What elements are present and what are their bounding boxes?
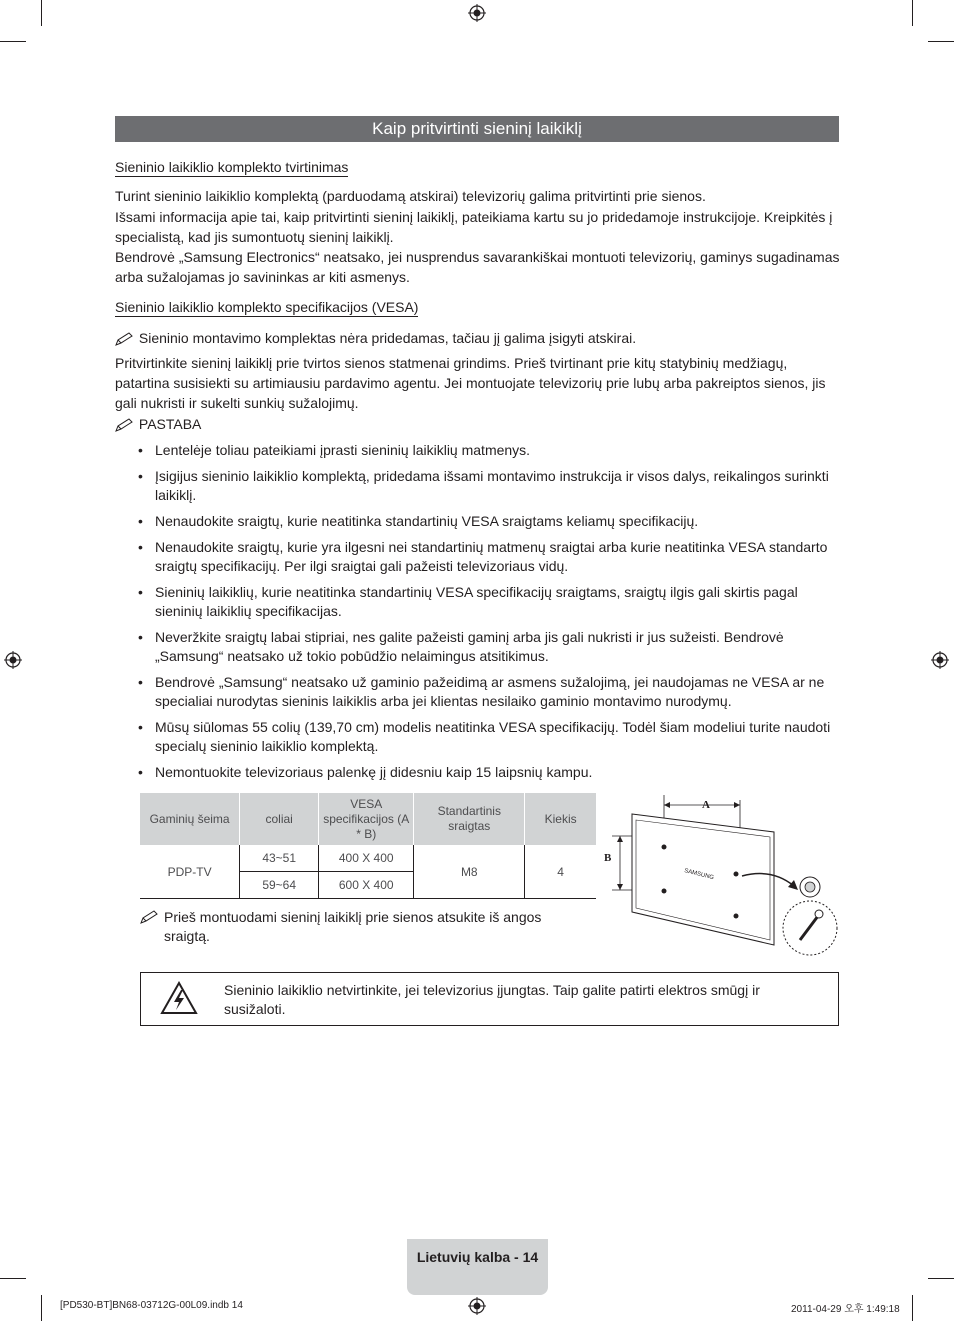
registration-mark-icon: [468, 1297, 486, 1315]
electric-shock-warning-icon: [160, 981, 198, 1015]
crop-mark: [0, 41, 26, 42]
tv-back-panel: [632, 814, 774, 945]
pencil-note-icon: [140, 910, 160, 924]
page-number: Lietuvių kalba - 14: [416, 1249, 539, 1265]
warning-box: [140, 972, 839, 1026]
crop-mark: [0, 1278, 26, 1279]
table-cell: 400 X 400: [319, 845, 414, 872]
table-header-row: [140, 793, 596, 845]
note: [140, 908, 580, 946]
arrow-icon: [734, 802, 740, 808]
crop-mark: [41, 0, 42, 26]
paragraph: Pritvirtinkite sieninį laikiklį prie tvirtos sienos statmenai grindims. Prieš tvirtinant prie kitų statybinių medžiagų, patartina susisiekti su artimiausiu pardavimo agentu. Jei montuojate televizorių prie lubų arba pakreiptos sienos, jis gali nukristi ir sukelti sunkių sužalojimų.: [115, 355, 826, 411]
list-item: • Nenaudokite sraigtų, kurie yra ilgesni nei standartinių matmenų sraigtai arba kurie neatitinka VESA standarto sraigtų specifikacijų. Per ilgi sraigtai gali pažeisti televizoriaus vidų.: [136, 538, 836, 576]
list-item: • Neveržkite sraigtų labai stipriai, nes galite pažeisti gaminį arba jis gali nukristi ir jus sužeisti. Bendrovė „Samsung“ neatsako už tokio pobūdžio nelaimingus atsitikimus.: [136, 628, 836, 666]
page-title: Kaip pritvirtinti sieninį laikiklį: [115, 116, 839, 142]
registration-mark-icon: [931, 651, 949, 669]
arrow-icon: [617, 884, 623, 890]
section-heading-vesa: Sieninio laikiklio komplekto specifikacijos (VESA): [115, 299, 419, 315]
paragraph: Bendrovė „Samsung Electronics“ neatsako, jei nusprendus savarankiškai montuoti televizorių, gaminys sugadinamas arba sužalojamas jo savininkas ar kiti asmenys.: [115, 249, 840, 285]
screw-cap-icon: [805, 882, 815, 892]
file-info: [PD530-BT]BN68-03712G-00L09.indb 14: [60, 1300, 243, 1311]
screw-hole-icon: [734, 914, 739, 919]
paragraph: Turint sieninio laikiklio komplektą (parduodamą atskirai) televizorių galima pritvirtinti prie sienos.: [115, 188, 706, 204]
note-heading: [115, 414, 840, 434]
table-cell: 600 X 400: [319, 872, 414, 899]
list-item: • Įsigijus sieninio laikiklio komplektą, pridedama išsami montavimo instrukcija ir visos dalys, reikalingos surinkti laikiklį.: [136, 467, 836, 505]
crop-mark: [928, 1278, 954, 1279]
pencil-note-icon: [115, 332, 135, 346]
table-cell: 59~64: [240, 872, 319, 899]
pencil-note-icon: [115, 418, 135, 432]
crop-mark: [928, 41, 954, 42]
list-item: • Mūsų siūlomas 55 colių (139,70 cm) modelis neatitinka VESA specifikacijų. Todėl šiam modeliui turite naudoti specialų sieninio laikiklio komplektą.: [136, 718, 836, 756]
tv-wall-mount-diagram: [602, 790, 842, 960]
note-text: Prieš montuodami sieninį laikiklį prie sienos atsukite iš angos sraigtą.: [164, 909, 542, 944]
bullet-list: [136, 441, 836, 789]
registration-mark-icon: [4, 651, 22, 669]
brand-logo: SAMSUNG: [683, 868, 715, 882]
label-b: B: [604, 852, 612, 864]
note-text: Sieninio montavimo komplektas nėra pridedamas, tačiau jį galima įsigyti atskirai.: [138, 330, 637, 346]
arrow-icon: [664, 802, 670, 808]
label-a: A: [702, 799, 710, 811]
registration-mark-icon: [468, 4, 486, 22]
table-cell-qty: 4: [525, 845, 596, 899]
table-header: VESA specifikacijos (A * B): [319, 793, 414, 845]
list-item: • Nenaudokite sraigtų, kurie neatitinka standartinių VESA sraigtams keliamų specifikacijų.: [136, 512, 836, 531]
list-item: • Lentelėje toliau pateikiami įprasti sieninių laikiklių matmenys.: [136, 441, 836, 460]
screw-hole-icon: [662, 845, 667, 850]
vesa-spec-table: [140, 793, 596, 899]
paragraph: Išsami informacija apie tai, kaip pritvirtinti sieninį laikiklį, pateikiama kartu su jo pridedamoje instrukcijoje. Kreipkitės į specialistą, kad jis sumontuotų sieninį laikiklį.: [115, 209, 833, 245]
arrow-icon: [788, 880, 798, 890]
section-heading-mounting: Sieninio laikiklio komplekto tvirtinimas: [115, 159, 349, 175]
print-datetime: 2011-04-29 오후 1:49:18: [791, 1304, 900, 1315]
crop-mark: [912, 1295, 913, 1321]
page-number-tab: [407, 1239, 548, 1295]
crop-mark: [41, 1295, 42, 1321]
screw-hole-icon: [662, 889, 667, 894]
list-item: • Sieninių laikiklių, kurie neatitinka standartinių VESA specifikacijų sraigtams, sraigtų ilgis gali skirtis pagal sieninių laikiklių specifikacijas.: [136, 583, 836, 621]
crop-mark: [912, 0, 913, 26]
table-header: Kiekis: [525, 793, 596, 845]
table-cell-family: PDP-TV: [140, 845, 240, 899]
list-item: • Bendrovė „Samsung“ neatsako už gaminio pažeidimą ar asmens sužalojimą, jei naudojamas ne VESA ar ne specialiai nurodytas sieninis laikiklis arba jei klientas nesilaiko gaminio montavimo nurodymų.: [136, 673, 836, 711]
arrow-icon: [617, 836, 623, 842]
screw-hole-icon: [734, 872, 739, 877]
warning-text: Sieninio laikiklio netvirtinkite, jei televizorius įjungtas. Taip galite patirti elektros smūgį ir susižaloti.: [224, 982, 760, 1017]
table-header: coliai: [240, 793, 319, 845]
table-row: [140, 845, 596, 872]
note-label: PASTABA: [138, 416, 202, 432]
note: [115, 328, 840, 348]
list-item: • Nemontuokite televizoriaus palenkę jį didesniu kaip 15 laipsnių kampu.: [136, 763, 836, 782]
table-header: Standartinis sraigtas: [414, 793, 525, 845]
screw-head-icon: [815, 910, 823, 918]
table-cell-screw: M8: [414, 845, 525, 899]
table-cell: 43~51: [240, 845, 319, 872]
table-header: Gaminių šeima: [140, 793, 240, 845]
